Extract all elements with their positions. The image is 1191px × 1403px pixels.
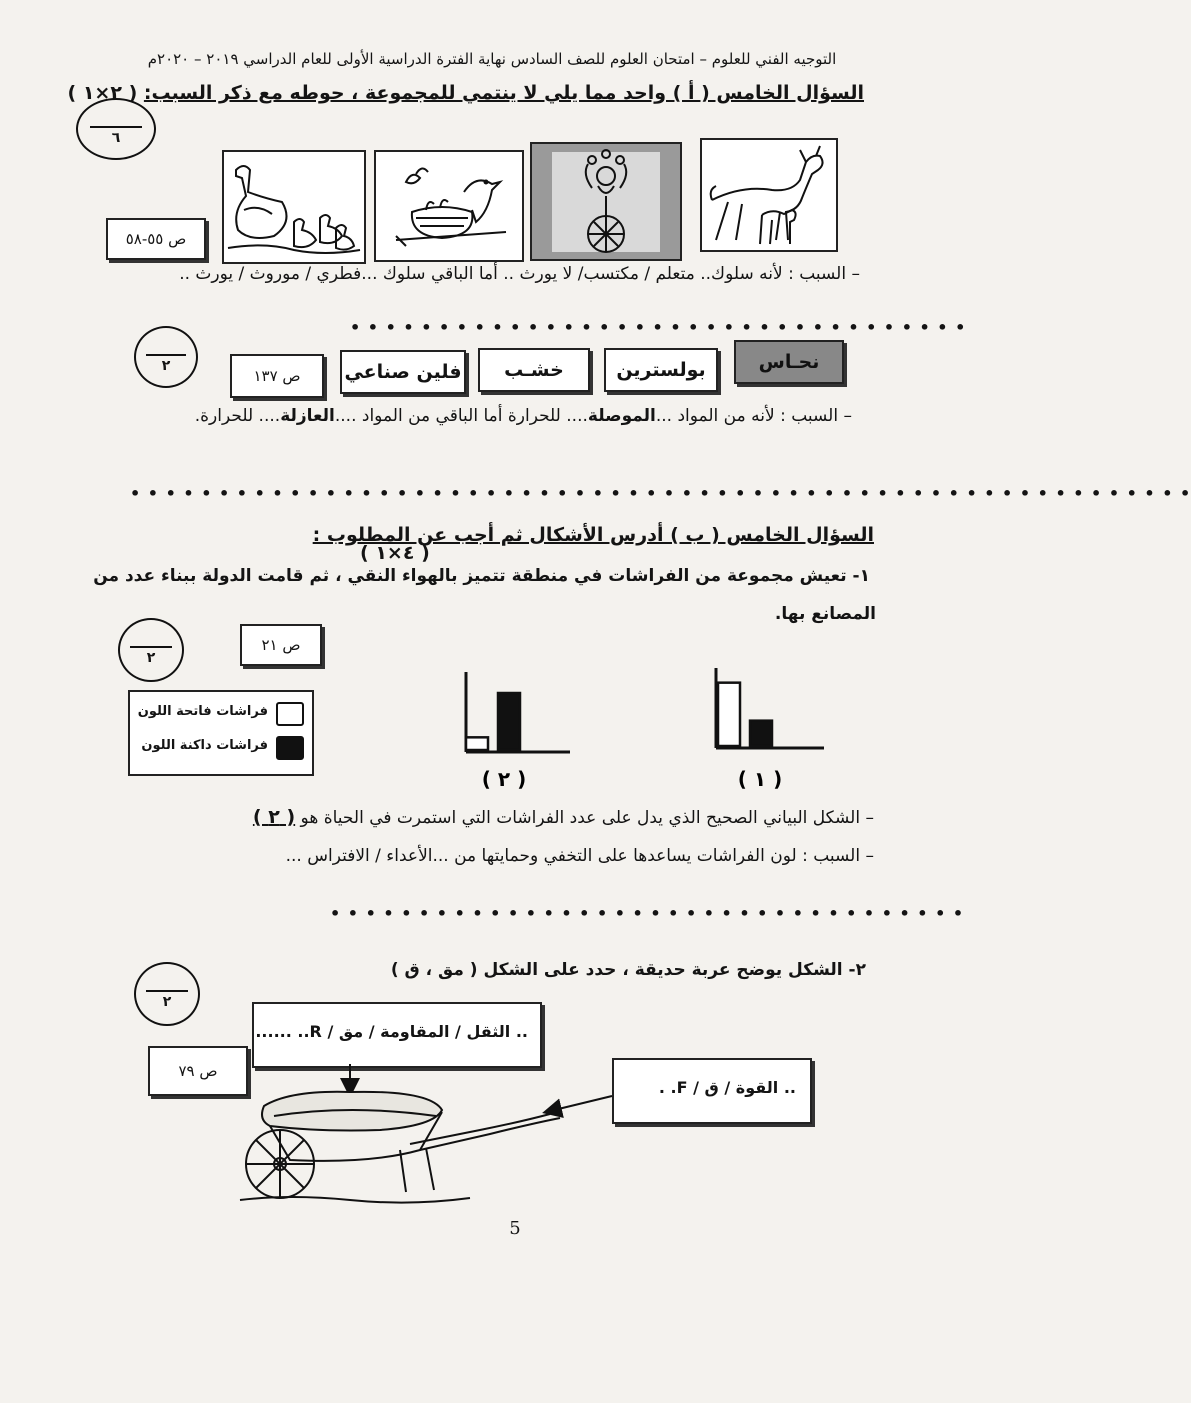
page-ref-79: ص ٧٩ xyxy=(148,1046,248,1096)
material-polystyrene[interactable]: بولسترين xyxy=(604,348,718,392)
resistance-label-box[interactable] xyxy=(252,1002,542,1068)
page-ref-55-58: ص ٥٥-٥٨ xyxy=(106,218,206,260)
item1-answer-value[interactable]: ( ٢ ) xyxy=(252,806,296,828)
insulator-word: العازلة xyxy=(280,406,335,426)
item1-text-line1: ١- تعيش مجموعة من الفراشات في منطقة تتميز بالهواء النقي ، ثم قامت الدولة ببناء عدد من xyxy=(93,566,870,586)
bar-chart-2[interactable] xyxy=(448,660,588,795)
exam-header: التوجيه الفني للعلوم – امتحان العلوم للصف السادس نهاية الفترة الدراسية الأولى للعام الدراسي ٢٠١٩ – ٢٠٢٠م xyxy=(147,50,837,68)
wheelbarrow-figure xyxy=(230,1060,630,1210)
monkey-icon xyxy=(532,144,680,259)
chart-1-bar-light xyxy=(718,683,740,746)
chart-2-bar-dark xyxy=(498,693,520,750)
duck-icon xyxy=(224,152,364,262)
bar-chart-1[interactable] xyxy=(698,656,838,791)
chart-2-label: ( ٢ ) xyxy=(481,767,527,791)
chart-1-label: ( ١ ) xyxy=(737,767,783,791)
monkey-unicycle-image[interactable] xyxy=(530,142,682,261)
legend-dark-label: فراشات داكنة اللون xyxy=(141,738,268,753)
q5a-marks: ( ٢×١ ) xyxy=(67,82,138,104)
score-circle-group2[interactable] xyxy=(134,326,198,388)
dotted-separator-1: • • • • • • • • • • • • • • • • • • • • • • • • • • • • • • • • • • • xyxy=(350,318,967,337)
group2-reason: – السبب : لأنه من المواد ...الموصلة.... للحرارة أما الباقي من المواد ....العازلة.... للحرارة. xyxy=(194,406,852,426)
score-total: ٢ xyxy=(161,358,171,374)
conductor-word: الموصلة xyxy=(587,406,656,426)
force-arrow xyxy=(546,1096,612,1112)
item1-answer-prefix: – الشكل البياني الصحيح الذي يدل على عدد الفراشات التي استمرت في الحياة هو xyxy=(300,808,874,828)
material-copper-circled[interactable]: نحـاس xyxy=(734,340,844,384)
item1-reason: – السبب : لون الفراشات يساعدها على التخفي وحمايتها من ...الأعداء / الافتراس ... xyxy=(285,846,874,866)
dotted-separator-3: • • • • • • • • • • • • • • • • • • • • • • • • • • • • • • • • • • • • xyxy=(330,904,965,923)
wheelbarrow-icon xyxy=(240,1092,560,1203)
score-total: ٢ xyxy=(146,650,156,666)
score-circle-item1[interactable] xyxy=(118,618,184,682)
force-label-box[interactable] xyxy=(612,1058,812,1124)
page-ref-21: ص ٢١ xyxy=(240,624,322,666)
q5b-marks: ( ٤×١ ) xyxy=(360,542,430,564)
legend-light-swatch xyxy=(276,702,304,726)
item2-text: ٢- الشكل يوضح عربة حديقة ، حدد على الشكل ( مق ، ق ) xyxy=(390,960,866,980)
q5a-title-row xyxy=(68,82,865,104)
chart-legend xyxy=(128,690,314,776)
resistance-label: .. الثقل / المقاومة / مق / R.. ...... xyxy=(255,1022,528,1041)
legend-dark-swatch xyxy=(276,736,304,760)
score-total: ٦ xyxy=(111,130,121,146)
material-wood[interactable]: خشـب xyxy=(478,348,590,392)
chart-1-bar-dark xyxy=(750,721,772,746)
score-total: ٢ xyxy=(162,994,172,1010)
duck-family-image[interactable] xyxy=(222,150,366,264)
chart-2-bar-light xyxy=(466,737,488,750)
deer-and-fawn-image[interactable] xyxy=(700,138,838,252)
legend-light-label: فراشات فاتحة اللون xyxy=(137,704,268,719)
item1-text-line2: المصانع بها. xyxy=(774,604,876,624)
dotted-separator-2: • • • • • • • • • • • • • • • • • • • • • • • • • • • • • • • • • • • • • • • • • • • • • • • • • • • • • • • • • • • • xyxy=(130,484,1191,503)
page-number: 5 xyxy=(509,1218,521,1239)
bird-icon xyxy=(376,152,522,260)
q5a-title: السؤال الخامس ( أ ) واحد مما يلي لا ينتمي للمجموعة ، حوطه مع ذكر السبب: xyxy=(143,82,864,104)
item1-answer-row xyxy=(253,806,874,828)
q5b-title: السؤال الخامس ( ب ) أدرس الأشكال ثم أجب عن المطلوب : xyxy=(312,524,874,546)
force-label: .. القوة / ق / F. . xyxy=(658,1078,796,1097)
deer-icon xyxy=(702,140,836,250)
bird-nest-image[interactable] xyxy=(374,150,524,262)
page-ref-137: ص ١٣٧ xyxy=(230,354,324,398)
group1-reason: – السبب : لأنه سلوك.. متعلم / مكتسب/ لا يورث .. أما الباقي سلوك ...فطري / موروث / يورث .. xyxy=(179,264,860,284)
score-circle-item2[interactable] xyxy=(134,962,200,1026)
material-artificial-cork[interactable]: فلين صناعي xyxy=(340,350,466,394)
score-circle-q5a[interactable] xyxy=(76,98,156,160)
